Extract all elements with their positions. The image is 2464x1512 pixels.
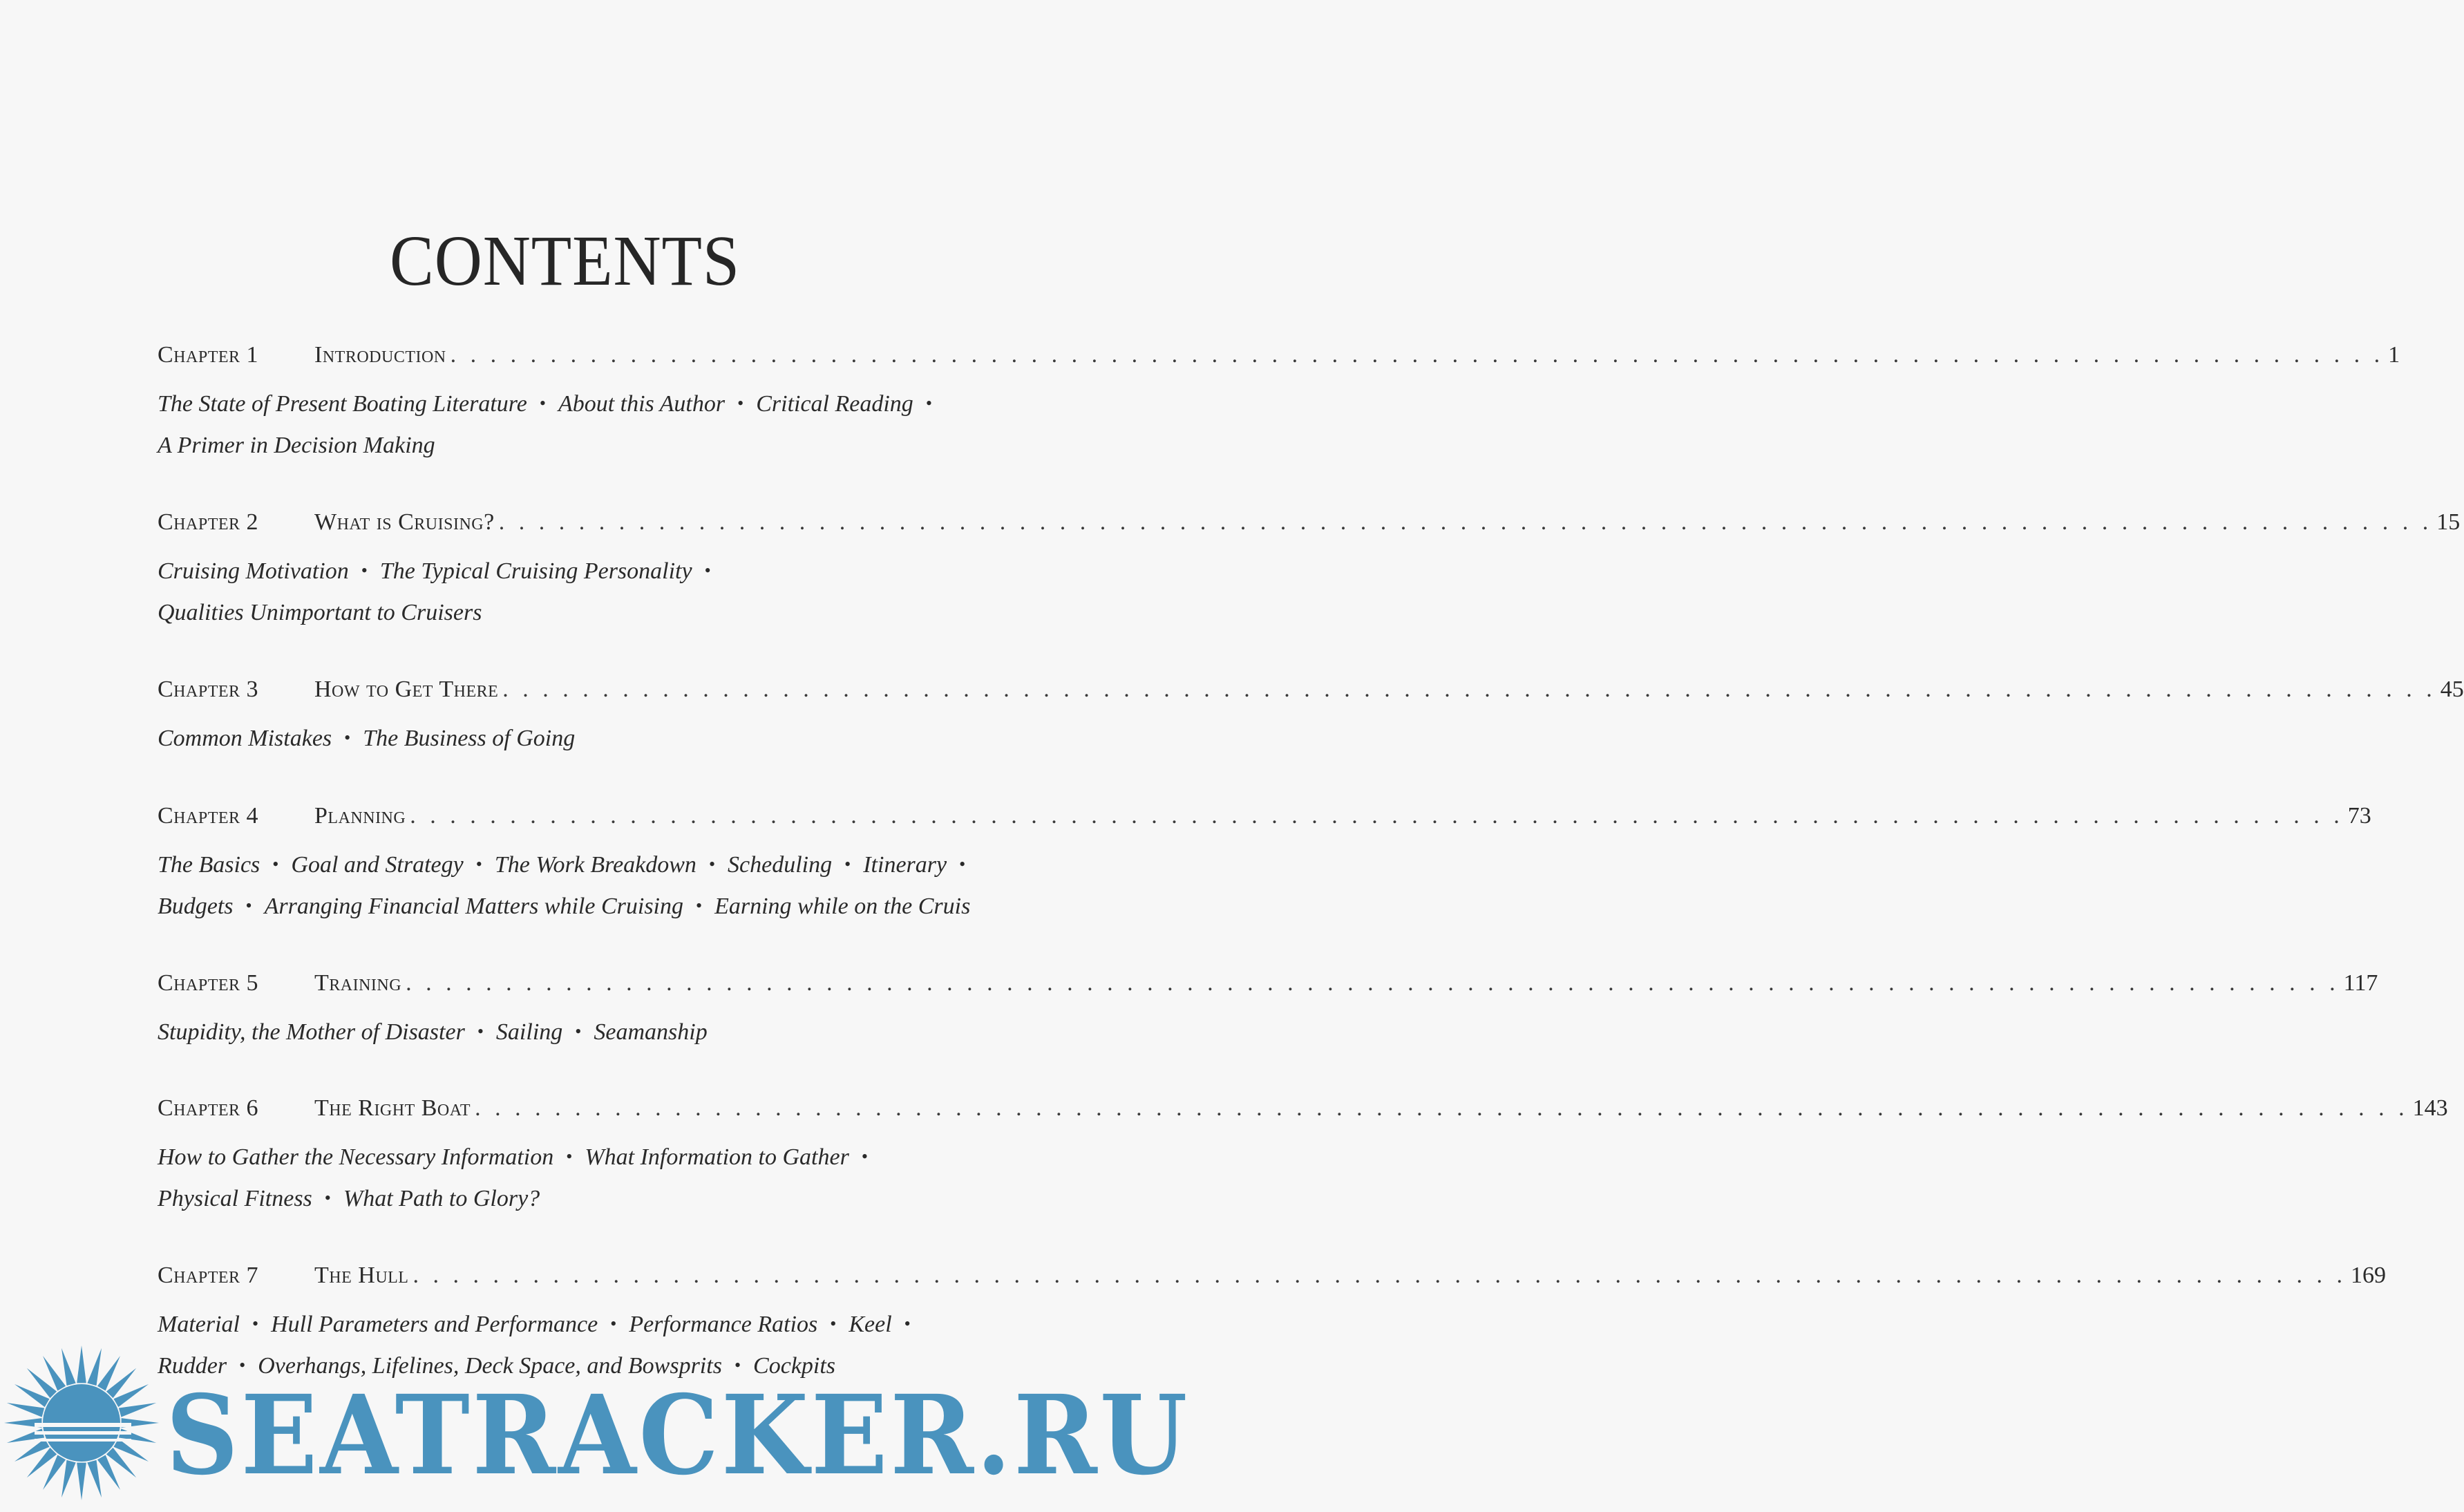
bullet-separator: • [239,1355,246,1375]
chapter-number: Chapter 7 [158,1263,259,1288]
chapter-title: Introduction [314,342,446,368]
bullet-separator: • [252,1314,259,1334]
chapter-heading [158,1095,2448,1137]
topic-line [158,718,1056,759]
topic-item: Performance Ratios [629,1312,818,1337]
topic-line [158,425,1056,466]
chapter-title: Planning [314,803,406,829]
chapter-entry [158,970,2378,1053]
dot-leader [406,970,2340,996]
bullet-separator: • [737,393,744,413]
chapter-heading [158,677,2464,718]
bullet-separator: • [610,1314,617,1334]
chapter-topics [158,551,1056,634]
topic-item: The Business of Going [363,726,576,751]
chapter-title: Training [314,970,402,996]
dot-leader [502,677,2436,703]
chapter-topics [158,384,1056,466]
topic-item: Physical Fitness [158,1186,312,1211]
chapter-entry [158,1095,2448,1220]
chapter-title: The Right Boat [314,1095,471,1121]
bullet-separator: • [361,560,368,580]
chapter-number: Chapter 6 [158,1095,259,1121]
topic-item: Hull Parameters and Performance [271,1312,598,1337]
topic-item: Seamanship [594,1019,708,1045]
bullet-separator: • [925,393,932,413]
bullet-separator: • [575,1021,582,1041]
topic-item: Cruising Motivation [158,558,349,584]
chapter-heading [158,509,2461,551]
bullet-separator: • [734,1355,741,1375]
page-number: 143 [2412,1095,2448,1121]
topic-item: The Work Breakdown [494,852,696,878]
topic-item: Arranging Financial Matters while Cruising [264,894,683,919]
sun-ray [87,1348,102,1386]
page-number: 45 [2440,677,2464,702]
chapter-topics [158,844,1056,927]
topic-item: Qualities Unimportant to Cruisers [158,600,482,625]
topic-item: What Path to Glory? [343,1186,540,1211]
bullet-separator: • [696,896,703,916]
chapter-topics [158,1012,1056,1053]
chapter-heading [158,342,2400,384]
page-number: 73 [2347,803,2371,829]
sun-ray [87,1460,102,1497]
chapter-title: How to Get There [314,677,499,702]
bullet-separator: • [477,1021,484,1041]
page-title: CONTENTS [389,221,741,301]
topic-item: The Basics [158,852,260,878]
topic-item: Itinerary [863,852,947,878]
topic-line [158,384,1056,425]
topic-item: Budgets [158,894,234,919]
topic-item: What Information to Gather [585,1144,849,1170]
chapter-heading [158,970,2378,1012]
bullet-separator: • [959,854,966,874]
topic-item: The Typical Cruising Personality [379,558,692,584]
topic-line [158,1012,1056,1053]
chapter-title: What is Cruising? [314,509,495,535]
topic-item: Rudder [158,1353,227,1379]
chapter-entry [158,509,2461,634]
topic-item: A Primer in Decision Making [158,433,435,458]
bullet-separator: • [539,393,546,413]
topic-item: Common Mistakes [158,726,332,751]
bullet-separator: • [830,1314,837,1334]
topic-item: The State of Present Boating Literature [158,391,527,417]
chapter-topics [158,1137,1056,1220]
page-number: 169 [2350,1263,2386,1288]
dot-leader [451,342,2385,368]
topic-item: How to Gather the Necessary Information [158,1144,554,1170]
chapter-entry [158,342,2400,466]
topic-item: Cockpits [753,1353,836,1379]
sun-ray [61,1348,76,1386]
sun-logo-icon [0,1351,166,1512]
topic-item: Stupidity, the Mother of Disaster [158,1019,465,1045]
sun-ray [119,1403,156,1417]
bullet-separator: • [324,1188,331,1208]
topic-line [158,844,1056,886]
bullet-separator: • [861,1146,868,1166]
bullet-separator: • [245,896,252,916]
topic-line [158,592,1056,634]
chapter-topics [158,718,1056,759]
chapter-heading [158,1263,2386,1304]
chapter-number: Chapter 4 [158,803,259,829]
page-number: 1 [2388,342,2400,368]
bullet-separator: • [704,560,711,580]
topic-line [158,1137,1056,1178]
dot-leader [475,1095,2409,1122]
topic-line [158,1304,1056,1345]
topic-line [158,886,1056,927]
topic-item: Critical Reading [756,391,913,417]
bullet-separator: • [475,854,482,874]
topic-line [158,1178,1056,1220]
topic-item: Goal and Strategy [291,852,464,878]
bullet-separator: • [904,1314,911,1334]
watermark-text: SEATRACKER.RU [166,1372,1191,1500]
dot-leader [499,509,2433,536]
chapter-number: Chapter 2 [158,509,259,535]
topic-item: Keel [849,1312,892,1337]
dot-leader [413,1263,2347,1289]
topic-item: Sailing [495,1019,563,1045]
bullet-separator: • [272,854,279,874]
chapter-entry [158,677,2464,759]
chapter-number: Chapter 5 [158,970,259,996]
topic-line [158,551,1056,592]
chapter-number: Chapter 3 [158,677,259,702]
bullet-separator: • [844,854,851,874]
bullet-separator: • [708,854,716,874]
topic-item: Overhangs, Lifelines, Deck Space, and Bowsprits [258,1353,722,1379]
dot-leader [410,803,2344,829]
sun-ray [7,1403,44,1417]
sun-ray [61,1460,76,1497]
topic-item: About this Author [558,391,726,417]
sun-ray [77,1345,86,1383]
topic-item: Material [158,1312,240,1337]
topic-item: Earning while on the Cruis [714,894,971,919]
topic-item: Scheduling [728,852,833,878]
sun-ray [77,1463,86,1500]
chapter-entry [158,803,2371,927]
bullet-separator: • [566,1146,573,1166]
chapter-number: Chapter 1 [158,342,259,368]
bullet-separator: • [344,728,351,748]
page-number: 15 [2436,509,2461,535]
page-number: 117 [2343,970,2378,996]
watermark [0,1351,1191,1512]
chapter-heading [158,803,2371,844]
chapter-title: The Hull [314,1263,409,1288]
